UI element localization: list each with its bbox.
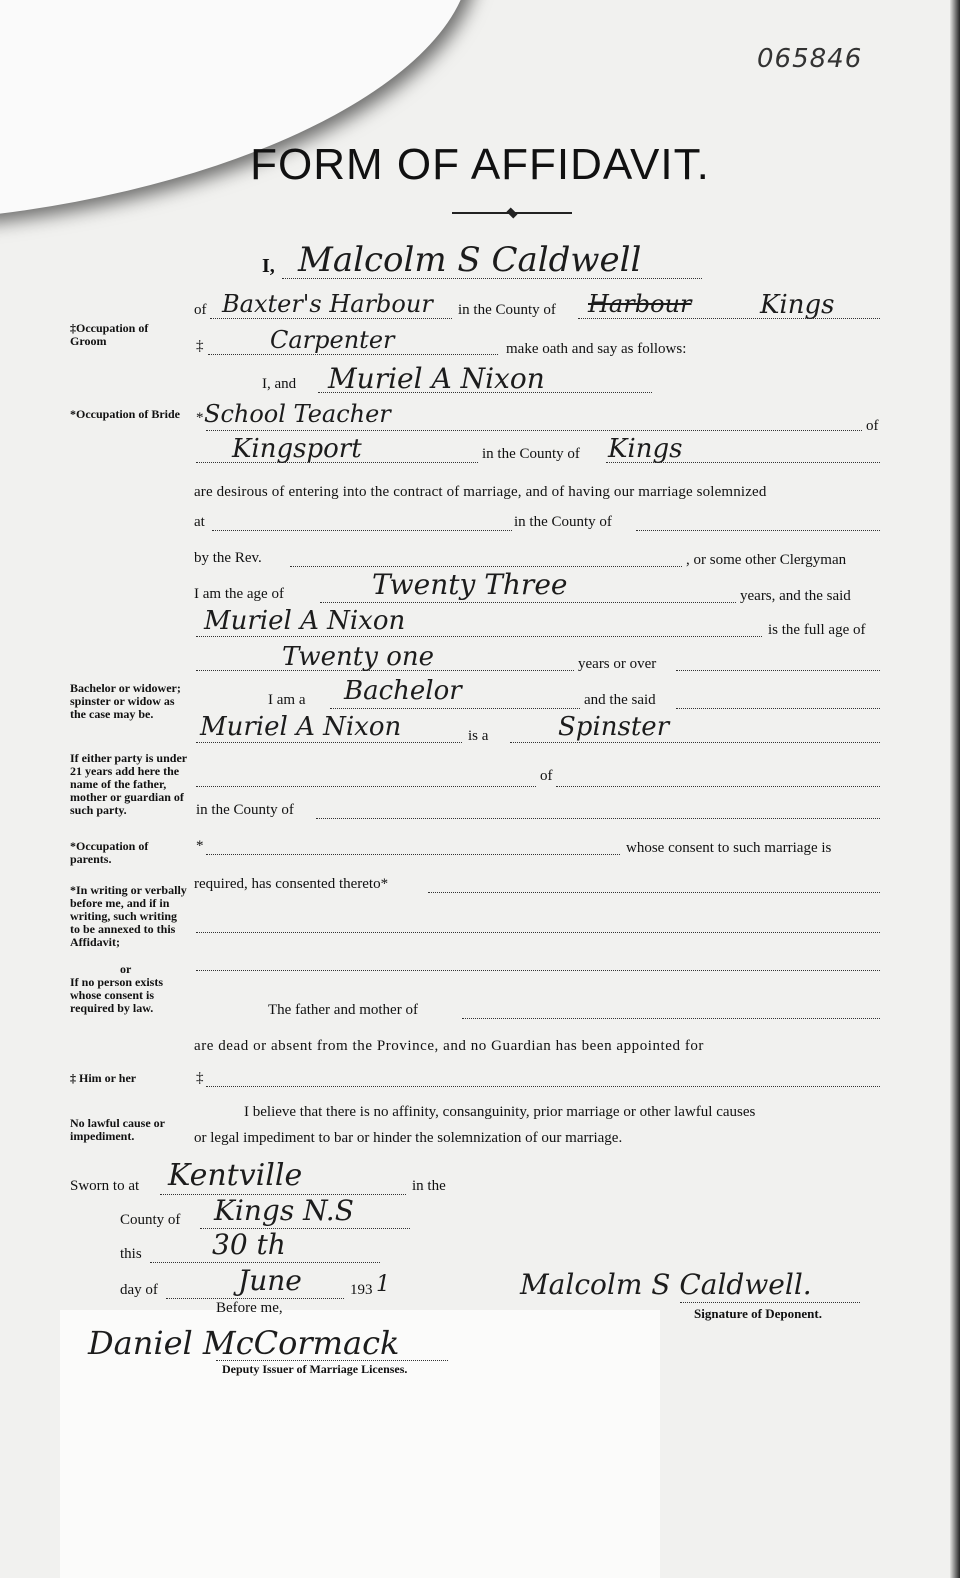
- bride-name-3: Muriel A Nixon: [200, 712, 402, 742]
- deponent-signature: Malcolm S Caldwell.: [520, 1268, 812, 1301]
- parent-county-line: [316, 818, 880, 819]
- groom-status-line: [330, 708, 580, 709]
- bride-status: Spinster: [558, 712, 670, 742]
- parent-place-line: [556, 786, 880, 787]
- title-ornament: [452, 208, 572, 218]
- deputy-label: Deputy Issuer of Marriage Licenses.: [222, 1362, 408, 1376]
- day-value: 30 th: [212, 1228, 286, 1261]
- marriage-county-line: [636, 530, 880, 531]
- age-label: I am the age of: [194, 586, 284, 602]
- bride-age: Twenty one: [282, 642, 434, 672]
- margin-note-occupation-groom: ‡Occupation of Groom: [70, 321, 149, 348]
- before-me-label: Before me,: [216, 1300, 283, 1316]
- of-label: of: [194, 302, 207, 318]
- day-line: [150, 1262, 380, 1263]
- groom-county-line: [578, 318, 880, 319]
- bride-name: Muriel A Nixon: [328, 362, 545, 395]
- year-digit: 1: [376, 1272, 390, 1297]
- groom-age: Twenty Three: [372, 568, 568, 601]
- month-line: [166, 1298, 344, 1299]
- bride-name-line-3: [196, 742, 462, 743]
- parent-occupation-line: [206, 854, 620, 855]
- signature-label: Signature of Deponent.: [694, 1306, 822, 1321]
- margin-note-bachelor: Bachelor or widower; spinster or widow as the case may be.: [70, 681, 181, 721]
- bride-name-2: Muriel A Nixon: [204, 606, 406, 636]
- bride-place: Kingsport: [232, 434, 362, 464]
- dagger-mark: ‡: [196, 338, 204, 354]
- father-mother-text: The father and mother of: [268, 1002, 418, 1018]
- margin-note-occupation-parents: *Occupation of parents.: [70, 839, 149, 866]
- serial-number: 065846: [757, 44, 863, 74]
- i-am-a-label: I am a: [268, 692, 306, 708]
- parent-county-label: in the County of: [196, 802, 294, 818]
- sworn-to-at-label: Sworn to at: [70, 1178, 140, 1194]
- and-said-text: and the said: [584, 692, 656, 708]
- bride-occupation: School Teacher: [204, 400, 391, 428]
- groom-name: Malcolm S Caldwell: [298, 240, 642, 280]
- groom-county-struck: Harbour: [588, 290, 692, 318]
- desirous-text: are desirous of entering into the contract of marriage, and of having our marriage solemnized: [194, 484, 767, 500]
- consent-line-3: [196, 970, 880, 971]
- sworn-county: Kings N.S: [214, 1194, 354, 1227]
- in-the-label: in the: [412, 1178, 446, 1194]
- guardian-line: [206, 1086, 880, 1087]
- and-said-line: [676, 708, 880, 709]
- i-and-text: I, and: [262, 376, 297, 392]
- bride-name-line-2: [196, 636, 762, 637]
- issuer-signature-line: [216, 1360, 448, 1361]
- star-mark-2: *: [196, 838, 204, 854]
- groom-age-line: [320, 602, 736, 603]
- years-over-text: years or over: [578, 656, 657, 672]
- consent-line: [428, 892, 880, 893]
- other-clergyman-text: , or some other Clergyman: [686, 552, 847, 568]
- father-mother-line: [462, 1018, 880, 1019]
- form-title: FORM OF AFFIDAVIT.: [250, 140, 710, 189]
- margin-note-or: or: [120, 962, 132, 976]
- margin-note-under-21: If either party is under 21 years add here the name of the father, mother or guardian of such party.: [70, 751, 187, 817]
- deponent-signature-line: [680, 1302, 860, 1303]
- full-age-text: is the full age of: [768, 622, 866, 638]
- bride-occupation-line: [206, 430, 862, 431]
- make-oath-text: make oath and say as follows:: [506, 341, 687, 357]
- county-of-label: County of: [120, 1212, 181, 1228]
- margin-note-no-lawful-cause: No lawful cause or impediment.: [70, 1116, 165, 1143]
- years-said-text: years, and the said: [740, 588, 851, 604]
- issuer-signature: Daniel McCormack: [88, 1324, 400, 1362]
- marriage-place-line: [212, 530, 512, 531]
- day-of-label: day of: [120, 1282, 158, 1298]
- dagger-mark-2: ‡: [196, 1070, 204, 1086]
- of-end-label: of: [866, 418, 879, 434]
- margin-note-occupation-bride: *Occupation of Bride: [70, 407, 180, 421]
- margin-note-him-or-her: ‡ Him or her: [70, 1071, 137, 1085]
- parent-name-line: [196, 786, 536, 787]
- years-over-line: [676, 670, 880, 671]
- of-mid-label: of: [540, 768, 553, 784]
- bride-status-line: [510, 742, 880, 743]
- clergyman-line: [290, 566, 682, 567]
- sworn-place: Kentville: [168, 1158, 303, 1193]
- dead-absent-text: are dead or absent from the Province, and no Guardian has been appointed for: [194, 1038, 704, 1054]
- i-label: I,: [262, 255, 275, 277]
- by-rev-label: by the Rev.: [194, 550, 262, 566]
- month-value: June: [238, 1264, 302, 1297]
- required-text: required, has consented thereto*: [194, 876, 389, 892]
- groom-occupation: Carpenter: [270, 326, 395, 354]
- groom-place-line: [210, 318, 452, 319]
- margin-note-writing: *In writing or verbally before me, and if in writing, such writing to be annexed to this Affidavit;: [70, 883, 187, 949]
- groom-status: Bachelor: [344, 676, 462, 706]
- whose-consent-text: whose consent to such marriage is: [626, 840, 832, 856]
- consent-line-2: [196, 932, 880, 933]
- groom-county: Kings: [760, 290, 835, 320]
- margin-note-no-person: If no person exists whose consent is required by law.: [70, 975, 164, 1015]
- believe-text-2: or legal impediment to bar or hinder the solemnization of our marriage.: [194, 1130, 623, 1146]
- bride-county-label: in the County of: [482, 446, 580, 462]
- is-a-text: is a: [468, 728, 489, 744]
- groom-occupation-line: [208, 354, 498, 355]
- marriage-county-label: in the County of: [514, 514, 612, 530]
- bride-county: Kings: [608, 434, 683, 464]
- believe-text-1: I believe that there is no affinity, consanguinity, prior marriage or other lawful causes: [244, 1104, 756, 1120]
- page-edge: [950, 0, 960, 1578]
- star-mark: *: [196, 410, 204, 426]
- year-prefix: 193: [350, 1282, 373, 1298]
- at-label: at: [194, 514, 205, 530]
- groom-place: Baxter's Harbour: [222, 290, 433, 318]
- this-label: this: [120, 1246, 142, 1262]
- groom-county-label: in the County of: [458, 302, 556, 318]
